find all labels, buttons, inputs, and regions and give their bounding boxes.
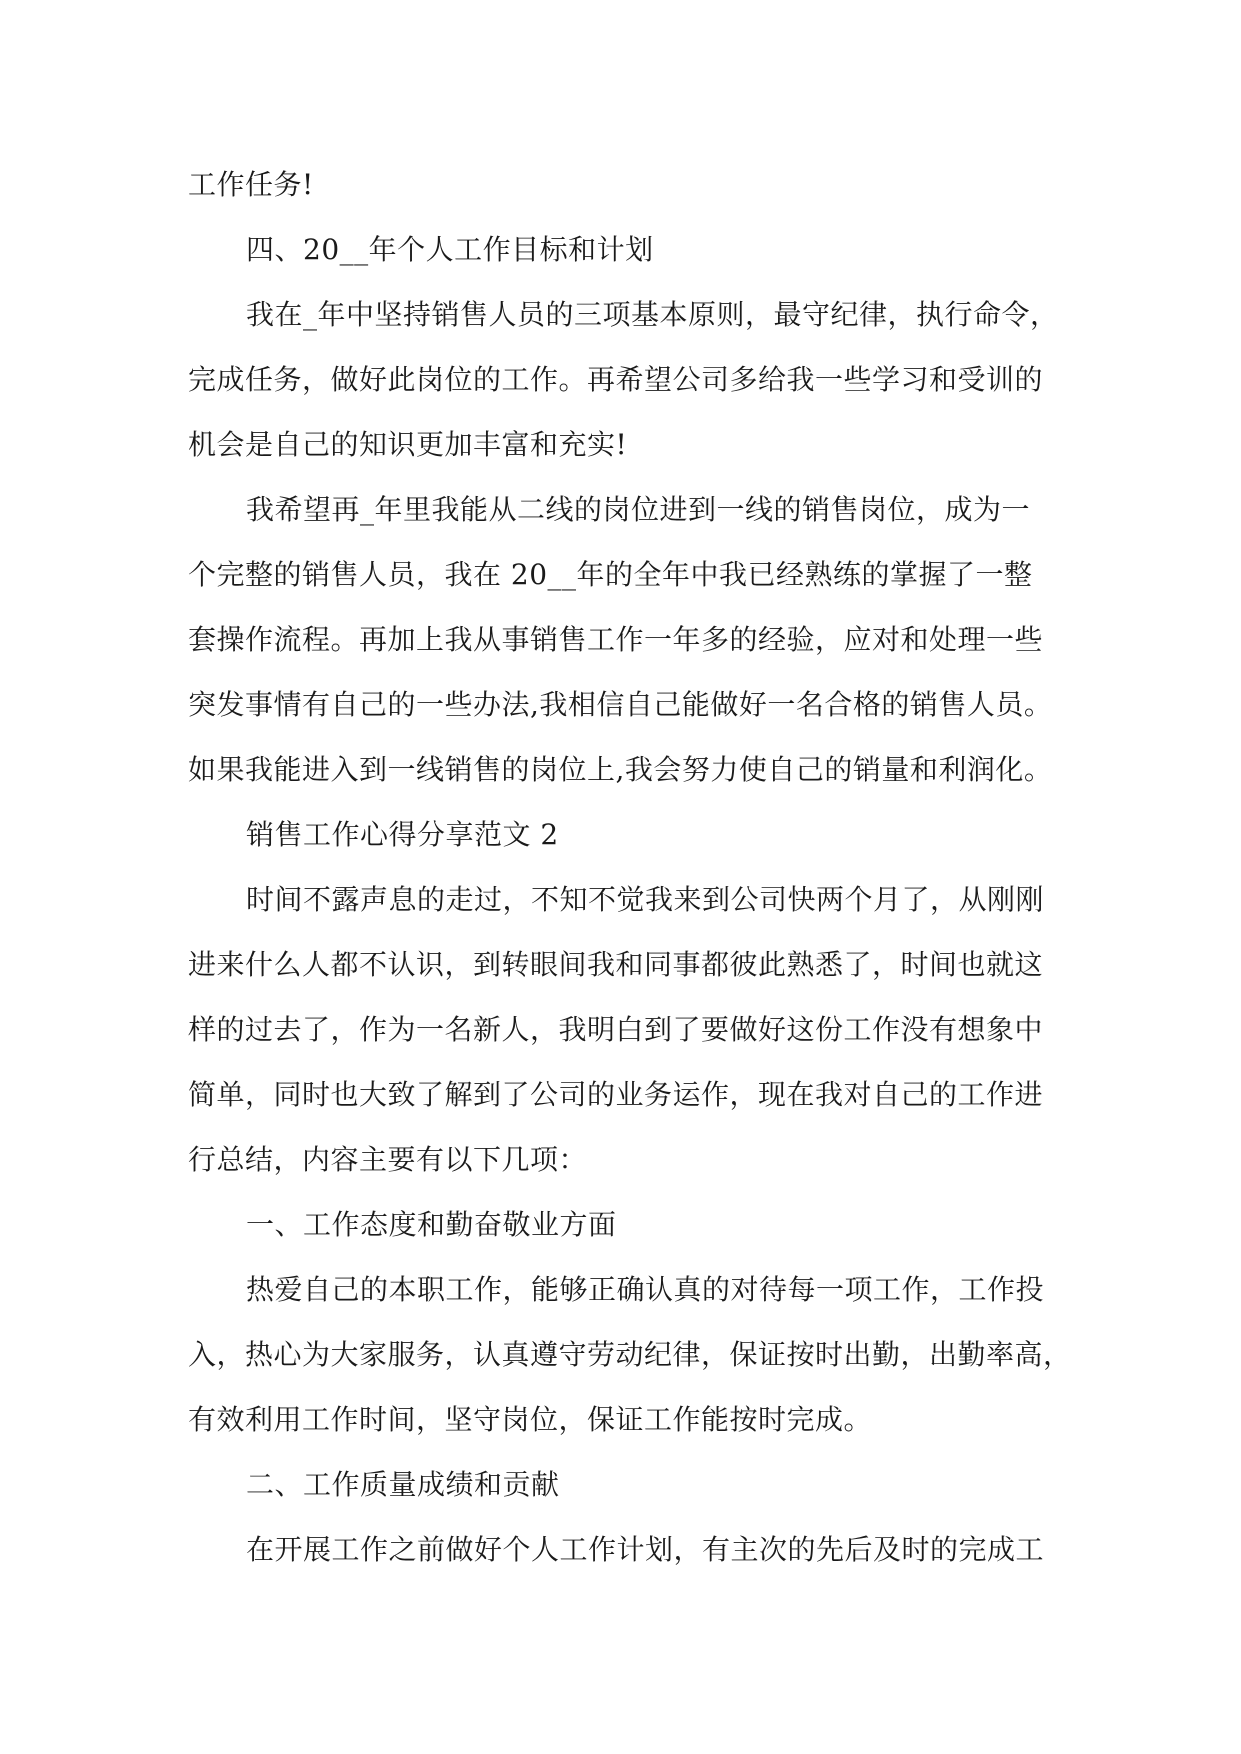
section-heading: 二、工作质量成绩和贡献 bbox=[246, 1468, 560, 1501]
text-line: 我在_年中坚持销售人员的三项基本原则，最守纪律，执行命令， bbox=[246, 298, 1059, 331]
text-line: 工作任务! bbox=[188, 168, 314, 201]
text-line: 突发事情有自己的一些办法,我相信自己能做好一名合格的销售人员。 bbox=[188, 688, 1053, 721]
text-line: 热爱自己的本职工作，能够正确认真的对待每一项工作，工作投 bbox=[246, 1273, 1045, 1306]
text-line: 如果我能进入到一线销售的岗位上,我会努力使自己的销量和利润化。 bbox=[188, 753, 1053, 786]
text-line: 进来什么人都不认识，到转眼间我和同事都彼此熟悉了，时间也就这 bbox=[188, 948, 1044, 981]
section-heading: 一、工作态度和勤奋敬业方面 bbox=[246, 1208, 617, 1241]
text-line: 简单，同时也大致了解到了公司的业务运作，现在我对自己的工作进 bbox=[188, 1078, 1044, 1111]
text-line: 机会是自己的知识更加丰富和充实! bbox=[188, 428, 628, 461]
text-line: 行总结，内容主要有以下几项： bbox=[188, 1143, 588, 1176]
text-line: 入，热心为大家服务，认真遵守劳动纪律，保证按时出勤，出勤率高， bbox=[188, 1338, 1072, 1371]
text-line: 有效利用工作时间，坚守岗位，保证工作能按时完成。 bbox=[188, 1403, 873, 1436]
text-line: 时间不露声息的走过，不知不觉我来到公司快两个月了，从刚刚 bbox=[246, 883, 1045, 916]
section-heading: 四、20__年个人工作目标和计划 bbox=[246, 233, 654, 266]
text-line: 套操作流程。再加上我从事销售工作一年多的经验，应对和处理一些 bbox=[188, 623, 1044, 656]
text-line: 在开展工作之前做好个人工作计划，有主次的先后及时的完成工 bbox=[246, 1533, 1045, 1566]
document-page bbox=[188, 152, 1072, 1582]
text-line: 样的过去了，作为一名新人，我明白到了要做好这份工作没有想象中 bbox=[188, 1013, 1044, 1046]
text-line: 完成任务，做好此岗位的工作。再希望公司多给我一些学习和受训的 bbox=[188, 363, 1044, 396]
text-line: 个完整的销售人员，我在 20__年的全年中我已经熟练的掌握了一整 bbox=[188, 558, 1033, 591]
article-title: 销售工作心得分享范文 2 bbox=[246, 818, 559, 851]
text-line: 我希望再_年里我能从二线的岗位进到一线的销售岗位，成为一 bbox=[246, 493, 1031, 526]
